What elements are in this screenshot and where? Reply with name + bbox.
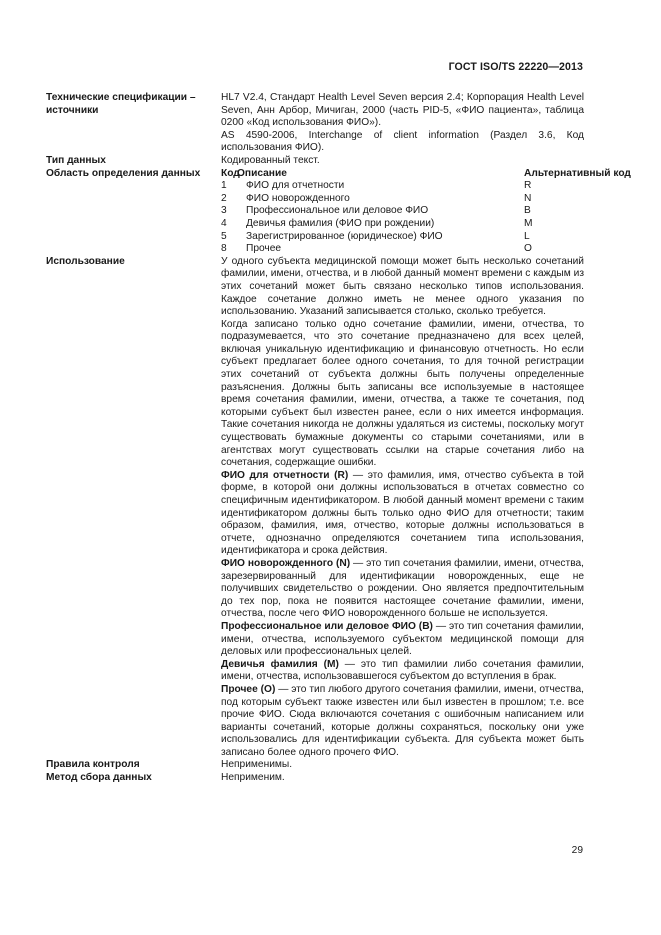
- usage-paragraph-newborn-name: [221, 558, 584, 621]
- value-technical-specifications: [221, 92, 584, 155]
- label-data-domain: Область определения данных: [46, 167, 201, 179]
- code-description: Девичья фамилия (ФИО при рождении): [246, 217, 435, 229]
- label-collection-method: Метод сбора данных: [46, 772, 152, 784]
- code-value: 2: [221, 192, 227, 204]
- usage-paragraph-reporting-name: [221, 470, 584, 558]
- row-usage: [46, 256, 584, 760]
- code-row: [221, 193, 584, 206]
- value-usage: [221, 256, 584, 760]
- code-alternative: N: [524, 192, 532, 204]
- code-alternative: L: [524, 230, 530, 242]
- value-data-type: Кодированный текст.: [221, 154, 320, 166]
- label-validation-rules: Правила контроля: [46, 759, 140, 771]
- term-other-name: Прочее (O): [221, 683, 276, 695]
- definition-reporting-name: — это фамилия, имя, отчество субъекта в той форме, в которой они должны использоваться в отчетах совместно со специфичным идентификатором. В любой данный момент времени с таким идентификатором должны быть только одно ФИО для отчетности; таким образом, фамилия, имя, отчество, которые должны использоваться в отчете, однозначно определяются сочетанием типа использования, идентификатора и срока действия.: [221, 469, 584, 557]
- row-data-type: [46, 155, 584, 168]
- document-standard-header: ГОСТ ISO/TS 22220—2013: [448, 61, 583, 73]
- spec-source-hl7: HL7 V2.4, Стандарт Health Level Seven версия 2.4; Корпорация Health Level Seven, Анн Арбор, Мичиган, 2000 (часть PID-5, «ФИО пациента», таблица 0200 «Код использования ФИО»).: [221, 92, 584, 129]
- label-line-2: источники: [46, 104, 99, 116]
- code-alternative: R: [524, 180, 532, 192]
- spec-source-as4590: AS 4590-2006, Interchange of client information (Раздел 3.6, Код использования ФИО).: [221, 129, 584, 154]
- code-alternative: M: [524, 217, 533, 229]
- code-value: 5: [221, 230, 227, 242]
- label-line-1: Технические спецификации –: [46, 92, 196, 103]
- term-reporting-name: ФИО для отчетности (R): [221, 469, 349, 481]
- label-data-type: Тип данных: [46, 154, 106, 166]
- code-alternative: B: [524, 205, 531, 217]
- row-data-domain: [46, 168, 584, 256]
- code-row: [221, 218, 584, 231]
- definition-other-name: — это тип любого другого сочетания фамилии, имени, отчества, под которым субъект также известен или был известен в прошлом; т.е. все прочие ФИО. Сюда включаются сочетания с ошибочным написанием или варианты сочетаний, которые должны сохраняться, поскольку они уже использовались для идентификации субъекта. Для субъекта может быть записано более одного прочего ФИО.: [221, 683, 584, 758]
- code-table: [221, 167, 631, 256]
- code-description: Профессиональное или деловое ФИО: [246, 205, 429, 217]
- term-professional-name: Профессиональное или деловое ФИО (B): [221, 620, 433, 632]
- definition-maiden-name: — это тип фамилии либо сочетания фамилии, имени, отчества, использовавшегося субъектом до вступления в брак.: [221, 658, 584, 683]
- code-description: ФИО для отчетности: [246, 180, 345, 192]
- data-element-specification-table: [46, 92, 631, 785]
- usage-paragraph-2: Когда записано только одно сочетание фамилии, имени, отчества, то подразумевается, что это сочетание предназначено для всех целей, включая уникальную идентификацию и финансовую отчетность. Но если субъект предлагает более одного сочетания, то для точной регистрации этих сочетаний от субъекта должны быть получены определенные разъяснения. Должны быть записаны все используемые в настоящее время сочетания фамилии, имени, отчества, а также те сочетания, под которыми субъект был известен ранее, если о них имеется информация. Такие сочетания никогда не должны удаляться из системы, поскольку могут существовать бумажные документы со старыми сочетаниями, или в агентствах могут существовать ссылки на старые сочетания либо на сочетания, содержащие ошибки.: [221, 318, 584, 469]
- value-validation-rules: Неприменимы.: [221, 759, 293, 771]
- usage-paragraph-professional-name: [221, 621, 584, 659]
- code-row: [221, 231, 584, 244]
- header-description: Описание: [237, 167, 287, 179]
- label-usage: Использование: [46, 255, 125, 267]
- row-validation-rules: [46, 759, 584, 772]
- code-value: 4: [221, 217, 227, 229]
- value-data-domain: [221, 167, 631, 256]
- usage-paragraph-1: У одного субъекта медицинской помощи может быть несколько сочетаний фамилии, имени, отчества, и в любой данный момент времени с каждым из этих сочетаний может быть связано несколько типов использования. Каждое сочетание должно иметь не менее одного указания по использованию. Указаний записывается столько, сколько требуется.: [221, 255, 584, 318]
- row-technical-specifications: [46, 92, 584, 155]
- usage-paragraph-maiden-name: [221, 659, 584, 684]
- label-technical-specifications: [46, 92, 221, 155]
- usage-paragraph-other-name: [221, 684, 584, 760]
- code-description: ФИО новорожденного: [246, 192, 350, 204]
- header-alternative-code: Альтернативный код: [524, 167, 631, 179]
- code-value: 3: [221, 205, 227, 217]
- row-collection-method: [46, 772, 584, 785]
- term-maiden-name: Девичья фамилия (M): [221, 658, 339, 670]
- code-value: 1: [221, 180, 227, 192]
- value-collection-method: Неприменим.: [221, 772, 285, 784]
- code-alternative: O: [524, 243, 532, 255]
- code-table-header: [221, 168, 584, 181]
- code-row: [221, 243, 584, 256]
- code-row: [221, 180, 584, 193]
- page-number: 29: [571, 845, 583, 856]
- code-description: Зарегистрированное (юридическое) ФИО: [246, 230, 443, 242]
- term-newborn-name: ФИО новорожденного (N): [221, 557, 351, 569]
- header-code: Код: [221, 167, 240, 179]
- code-value: 8: [221, 243, 227, 255]
- definition-professional-name: — это тип сочетания фамилии, имени, отчества, используемого субъектом медицинской помощи для деловых или профессиональных целей.: [221, 620, 584, 658]
- definition-newborn-name: — это тип сочетания фамилии, имени, отчества, зарезервированный для идентификации новорожденных, еще не получивших свидетельство о рождении. Оно является предпочтительным до тех пор, пока не появится настоящее сочетание фамилии, имени, отчества, после чего ФИО новорожденного больше не используется.: [221, 557, 584, 620]
- code-description: Прочее: [246, 243, 282, 255]
- code-row: [221, 205, 584, 218]
